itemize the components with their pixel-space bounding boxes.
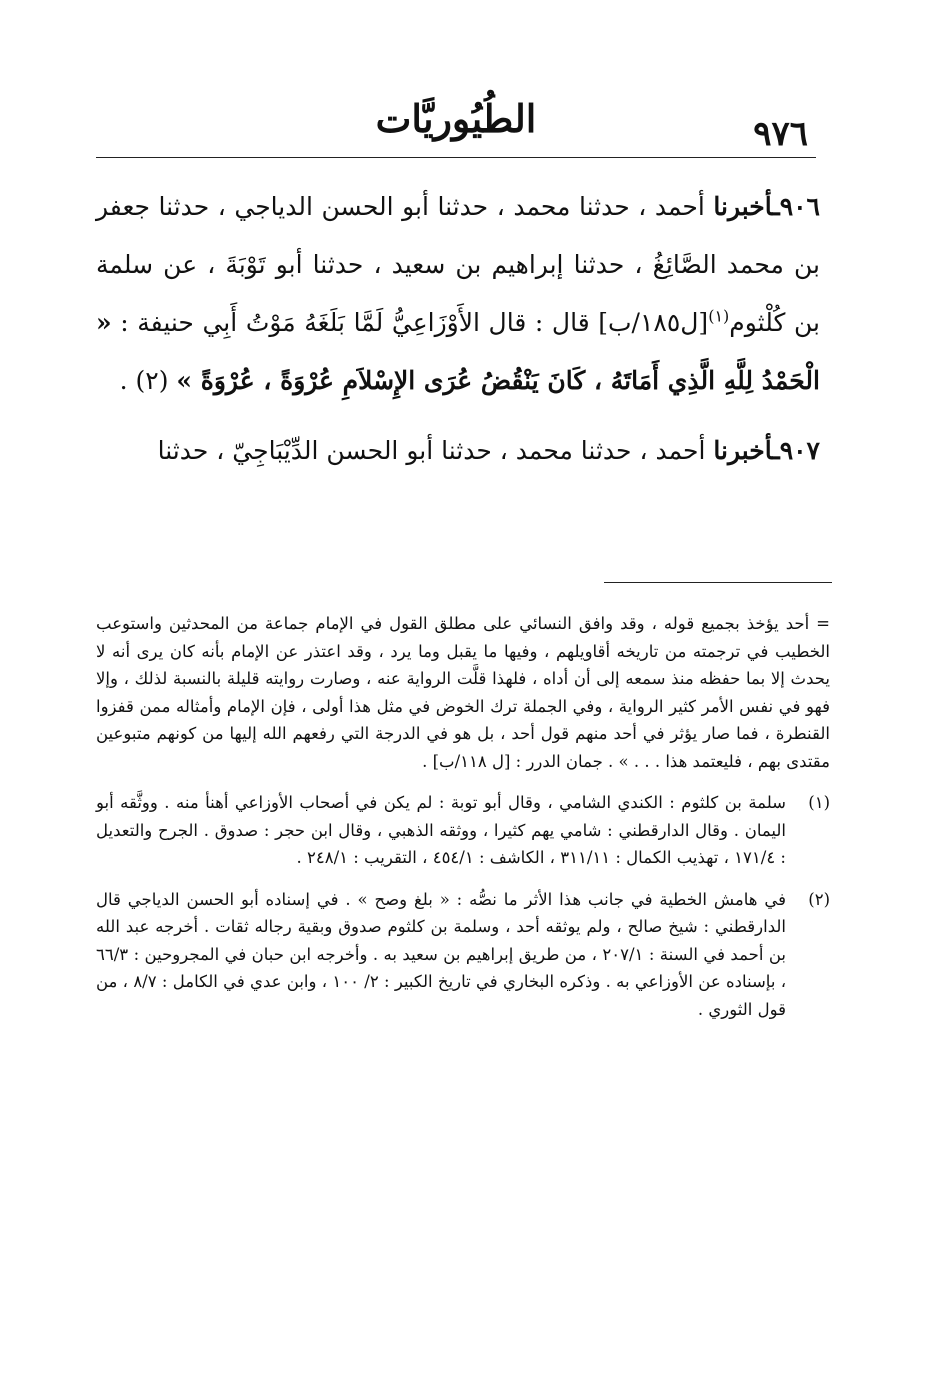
footnote-marker: (١) <box>808 793 830 812</box>
footnote-separator <box>604 582 832 583</box>
hadith-number: ٩٠٦ـ <box>772 192 820 221</box>
hadith-lead-word: أخبرنا <box>713 436 773 465</box>
main-text <box>96 178 820 492</box>
footnote-gap <box>96 878 830 886</box>
footnote-text: سلمة بن كلثوم : الكندي الشامي ، وقال أبو توبة : لم يكن في أصحاب الأوزاعي أهنأ منه . ووثَّقه أبو اليمان . وقال الدارقطني : شامي يهم كثيرا ، ووثقه الذهبي ، وقال ابن حجر : صدوق . الجرح والتعديل : ١٧١/٤ ، تهذيب الكمال : ٣١١/١١ ، الكاشف : ٤٥٤/١ ، التقريب : ٢٤٨/١ . <box>96 793 786 867</box>
hadith-text-cont: [ل١٨٥/ب] قال : قال الأَوْزَاعِيُّ لَمَّا بَلَغَهُ مَوْتُ أَبِي حنيفة : <box>111 308 709 337</box>
footnote-text: في هامش الخطية في جانب هذا الأثر ما نصُّه : « بلغ وصح » . في إسناده أبو الحسن الدياجي قال الدارقطني : شيخ صالح ، ولم يوثقه أحد ، وسلمة بن كلثوم صدوق وبقية رجاله ثقات . أخرجه عبد الله بن أحمد في السنة : ٢٠٧/١ ، من طريق إبراهيم بن سعيد به . وأخرجه ابن حبان في المجروحين : ٦٦/٣ ، بإسناده عن الأوزاعي به . وذكره البخاري في تاريخ الكبير : ٢/ ١٠٠ ، وابن عدي في الكامل : ٨/٧ ، من قول الثوري . <box>96 889 787 1019</box>
hadith-number: ٩٠٧ـ <box>772 436 820 465</box>
hadith-lead-word: أخبرنا <box>713 192 773 221</box>
page-header <box>96 92 816 156</box>
footnote-gap <box>96 781 830 789</box>
hadith-text: أحمد ، حدثنا محمد ، حدثنا أبو الحسن الدِّيْبَاجِيّ ، حدثنا <box>157 436 714 465</box>
quoted-saying: « الْحَمْدُ لِلَّهِ الَّذِي أَمَاتَهُ ، كَانَ يَنْقُضُ عُرَى الإِسْلاَمِ عُرْوَةً ، عُرْوَةً » <box>96 308 820 395</box>
page-number: ٩٧٦ <box>753 114 808 154</box>
header-rule <box>96 157 816 158</box>
hadith-text: أحمد ، حدثنا محمد ، حدثنا أبو الحسن الدياجي ، حدثنا جعفر بن محمد الصَّائِغُ ، حدثنا إبراهيم بن سعيد ، حدثنا أبو تَوْبَةَ ، عن سلمة بن كُلْثوم <box>96 192 820 337</box>
footnotes <box>96 610 830 1029</box>
footnote-1 <box>96 789 830 872</box>
footnote-marker: (٢) <box>808 889 830 909</box>
running-title: الطُيُوريَّات <box>375 96 537 141</box>
footnote-continuation: = أحد يؤخذ بجميع قوله ، وقد وافق النسائي على مطلق القول في الإمام جماعة من المحدثين واستوعب الخطيب في ترجمته من تاريخه أقاويلهم ، وفيها ما يقبل وما يرد ، وقد اعتذر عن الإمام بأنه كان يرى أنه لا يحدث إلا بما حفظه منذ سمعه إلى أن أداه ، فلهذا قلَّت الرواية عنه ، وصارت روايته قليلة بالنسبة لذلك ، وإلا فهو في نفس الأمر كثير الرواية ، وفي الجملة ترك الخوض في مثل هذا أولى ، فإن الإمام وأمثاله ممن قفزوا القنطرة ، فما صار يؤثر في أحد منهم قول أحد ، بل هو في الدرجة التي رفعهم الله إليها من كونهم متبوعين مقتدى بهم ، فليعتمد هذا . . . » . جمان الدرر : [ل ١١٨/ب] . <box>96 614 830 771</box>
hadith-end: . <box>119 366 136 395</box>
hadith-907 <box>96 422 820 480</box>
footnote-ref-2: (٢) <box>135 366 177 395</box>
footnote-2 <box>96 886 830 1024</box>
footnote-ref-1: (١) <box>708 306 730 326</box>
hadith-906 <box>96 178 820 410</box>
